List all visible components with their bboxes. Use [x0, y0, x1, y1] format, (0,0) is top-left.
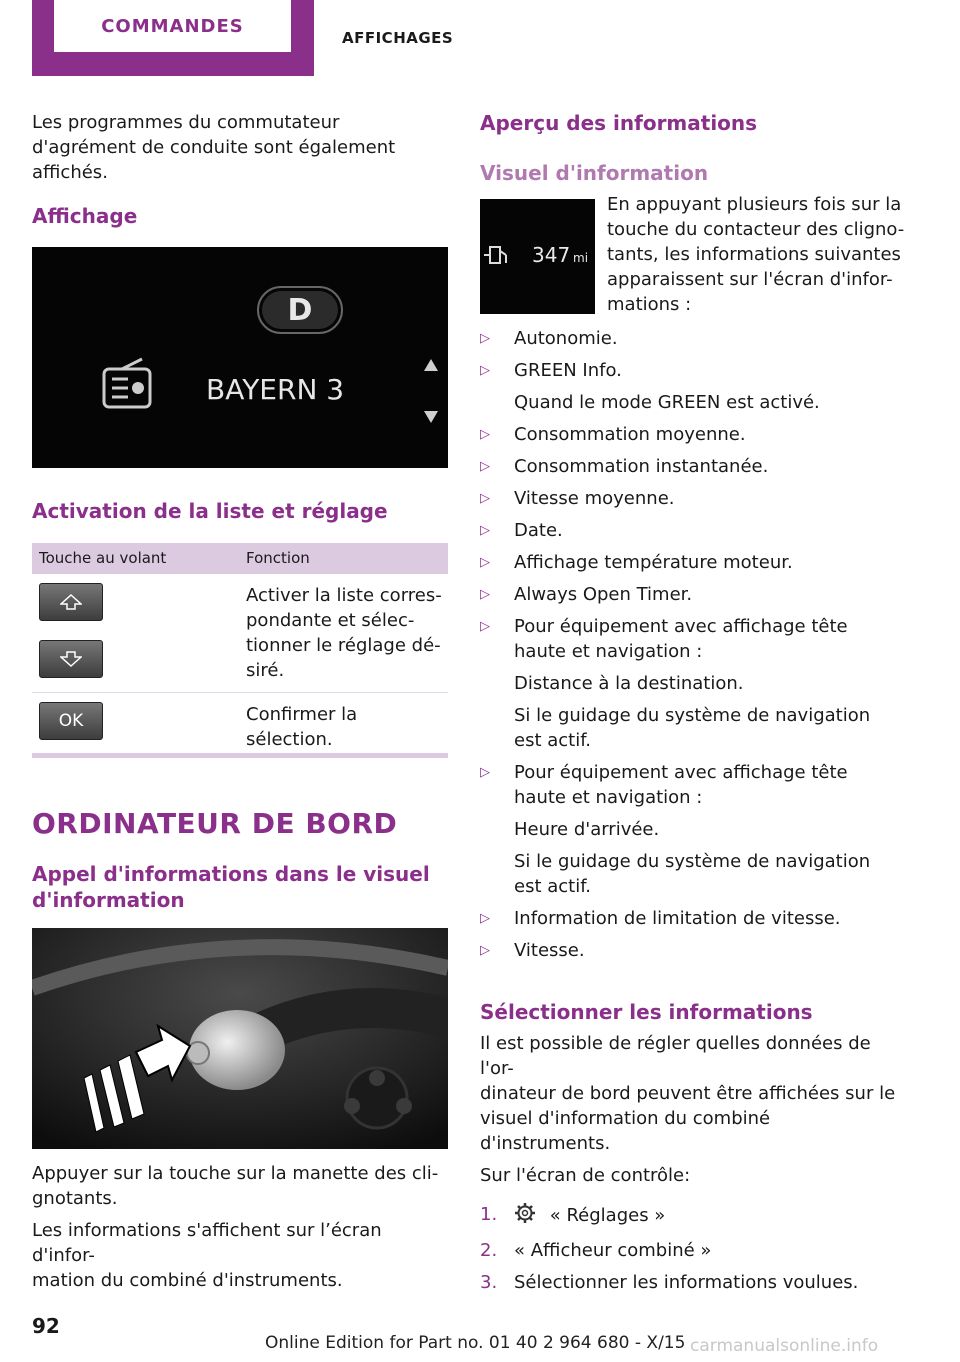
list-item: [480, 326, 900, 351]
step-text: « Réglages »: [549, 1205, 666, 1226]
para2-line: mation du combiné d'instruments.: [32, 1270, 343, 1291]
select-para: [480, 1031, 900, 1156]
step-text: Sélectionner les informations voulues.: [514, 1272, 859, 1293]
step-text: « Afficheur combiné »: [514, 1240, 712, 1261]
list-item: [480, 454, 900, 479]
gear-indicator: D: [287, 293, 313, 328]
list-item-text: Consommation moyenne.: [514, 424, 746, 445]
select-heading: Sélectionner les informations: [480, 1000, 813, 1024]
list-item-text: Vitesse moyenne.: [514, 488, 675, 509]
range-unit: mi: [573, 251, 589, 265]
table-row-function: [246, 574, 448, 692]
list-item: [480, 518, 900, 543]
triangle-bullet-icon: ▷: [480, 943, 490, 958]
para2-line: Les informations s'affichent sur l’écran d'infor-: [32, 1220, 382, 1266]
section-title: ORDINATEUR DE BORD: [32, 807, 398, 840]
tab-affichages[interactable]: AFFICHAGES: [342, 29, 454, 47]
ecran-label: Sur l'écran de contrôle:: [480, 1165, 691, 1186]
list-item-subtext: Si le guidage du système de navigation est actif.: [514, 705, 871, 751]
list-item: [480, 486, 900, 511]
arrow-up-outline-icon: [60, 594, 82, 610]
table-header-col2: Fonction: [246, 549, 310, 567]
edition-footer: Online Edition for Part no. 01 40 2 964 680 - X/15: [265, 1333, 686, 1353]
select-para-line: visuel d'information du combiné d'instruments.: [480, 1108, 771, 1154]
arrow-down-outline-icon: [60, 651, 82, 667]
list-item: [480, 582, 900, 607]
triangle-bullet-icon: ▷: [480, 523, 490, 538]
appel-heading: Appel d'informations dans le visuel d'information: [32, 862, 430, 912]
visuel-block: [480, 194, 905, 326]
tab-commandes-label: COMMANDES: [54, 0, 291, 52]
triangle-bullet-icon: ▷: [480, 491, 490, 506]
list-item-text: GREEN Info.: [514, 360, 622, 381]
range-value: 347: [532, 243, 571, 267]
table-row-function: Confirmer la sélection.: [246, 704, 358, 750]
visuel-screen-graphic: [480, 199, 595, 314]
key-ok-button[interactable]: OK: [39, 702, 103, 740]
function-line: Activer la liste corres-: [246, 585, 442, 606]
triangle-bullet-icon: ▷: [480, 427, 490, 442]
list-item: [480, 422, 900, 447]
triangle-bullet-icon: ▷: [480, 619, 490, 634]
step-item: [480, 1270, 900, 1295]
page-number: 92: [32, 1314, 60, 1338]
visuel-text-line: mations :: [607, 294, 692, 315]
table-header: [32, 543, 448, 574]
gear-icon: [514, 1202, 536, 1231]
list-item-subtext: Si le guidage du système de navigation est actif.: [514, 851, 871, 897]
display-screen-graphic: [32, 247, 448, 468]
controls-table: [32, 543, 448, 758]
step-number: 2.: [480, 1240, 498, 1261]
triangle-bullet-icon: ▷: [480, 765, 490, 780]
step-number: 1.: [480, 1204, 498, 1225]
list-item-subtext: Quand le mode GREEN est activé.: [514, 392, 820, 413]
list-item-text: Pour équipement avec affichage tête haute et navigation :: [514, 616, 848, 662]
activation-heading: Activation de la liste et réglage: [32, 499, 388, 523]
key-up-button[interactable]: [39, 583, 103, 621]
visuel-text-line: touche du contacteur des cligno-: [607, 219, 905, 240]
visuel-text-line: En appuyant plusieurs fois sur la: [607, 194, 902, 215]
para1: [32, 1161, 448, 1211]
para1-line: Appuyer sur la touche sur la manette des cli-: [32, 1163, 439, 1184]
visuel-text-line: tants, les informations suivantes: [607, 244, 901, 265]
triangle-bullet-icon: ▷: [480, 331, 490, 346]
table-row: [32, 693, 448, 749]
left-column: [32, 110, 448, 1293]
table-header-col1: Touche au volant: [39, 549, 167, 567]
visuel-screen-image: [480, 199, 595, 314]
step-item: [480, 1202, 900, 1231]
list-item-text: Always Open Timer.: [514, 584, 693, 605]
list-item-subtext: Heure d'arrivée.: [514, 819, 660, 840]
triangle-bullet-icon: ▷: [480, 363, 490, 378]
table-row: [32, 574, 448, 693]
list-item-text: Vitesse.: [514, 940, 585, 961]
watermark: carmanualsonline.info: [690, 1336, 879, 1356]
intro-text: Les programmes du commutateur d'agrément de conduite sont également affichés.: [32, 112, 396, 183]
list-item-text: Autonomie.: [514, 328, 618, 349]
list-item-text: Pour équipement avec affichage tête haute et navigation :: [514, 762, 848, 808]
display-screen-image: [32, 247, 448, 468]
function-line: tionner le réglage dé-: [246, 635, 441, 656]
visuel-text: [607, 192, 907, 317]
steps-list: [480, 1202, 900, 1295]
function-line: pondante et sélec-: [246, 610, 415, 631]
list-item-text: Affichage température moteur.: [514, 552, 793, 573]
list-item: [480, 906, 900, 931]
stalk-photo: [32, 928, 448, 1149]
list-item: [480, 358, 900, 415]
triangle-bullet-icon: ▷: [480, 587, 490, 602]
info-list: [480, 326, 900, 963]
list-item: [480, 938, 900, 963]
station-name: BAYERN 3: [206, 373, 345, 406]
key-down-button[interactable]: [39, 640, 103, 678]
list-item-subtext: Distance à la destination.: [514, 673, 744, 694]
tab-commandes[interactable]: [32, 0, 314, 76]
triangle-bullet-icon: ▷: [480, 911, 490, 926]
list-item-text: Date.: [514, 520, 563, 541]
right-column: [480, 110, 905, 1302]
list-item: [480, 614, 900, 753]
table-row-keys: [32, 574, 246, 692]
triangle-bullet-icon: ▷: [480, 555, 490, 570]
table-row-keys: [32, 693, 246, 749]
step-item: [480, 1238, 900, 1263]
select-para-line: Il est possible de régler quelles données de l'or-: [480, 1033, 871, 1079]
list-item-text: Information de limitation de vitesse.: [514, 908, 841, 929]
list-item-text: Consommation instantanée.: [514, 456, 769, 477]
select-para-line: dinateur de bord peuvent être affichées sur le: [480, 1083, 896, 1104]
triangle-bullet-icon: ▷: [480, 459, 490, 474]
para1-line: gnotants.: [32, 1188, 118, 1209]
table-bottom-rule: [32, 753, 448, 758]
apercu-heading: Aperçu des informations: [480, 111, 758, 135]
list-item: [480, 760, 900, 899]
affichage-heading: Affichage: [32, 204, 138, 228]
visuel-text-line: apparaissent sur l'écran d'infor-: [607, 269, 893, 290]
step-number: 3.: [480, 1272, 498, 1293]
stalk-photo-graphic: [32, 928, 448, 1149]
para2: [32, 1218, 448, 1293]
function-line: siré.: [246, 660, 285, 681]
visuel-heading: Visuel d'information: [480, 161, 709, 185]
list-item: [480, 550, 900, 575]
